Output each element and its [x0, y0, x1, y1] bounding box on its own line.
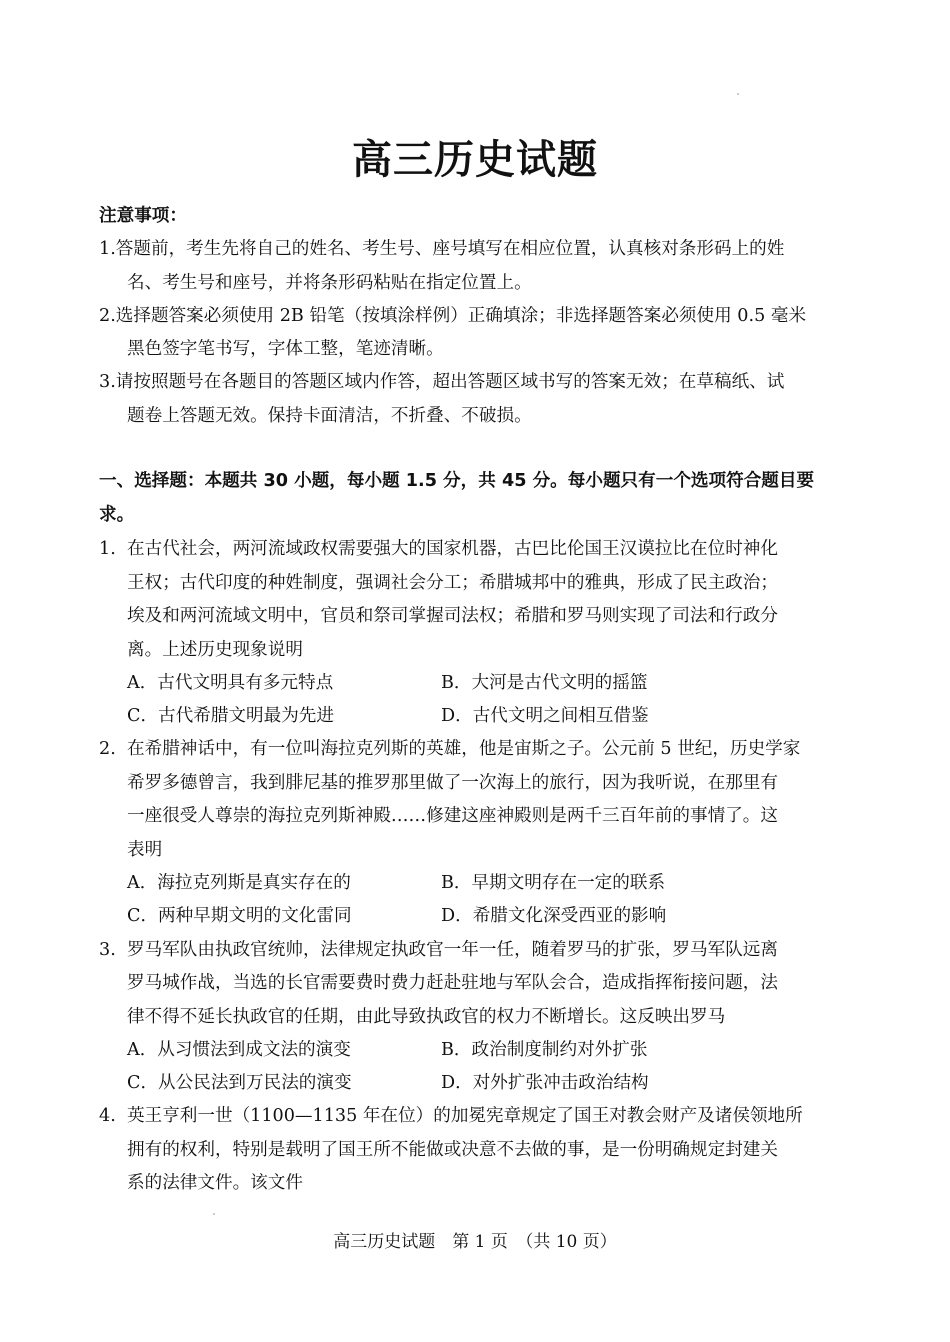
scan-speck	[213, 1213, 215, 1215]
option-d: D．希腊文化深受西亚的影响	[441, 906, 667, 926]
question-1-line-2: 王权；古代印度的种姓制度，强调社会分工；希腊城邦中的雅典，形成了民主政治；	[127, 573, 778, 593]
option-b: B．政治制度制约对外扩张	[441, 1040, 648, 1060]
section-heading-line-1: 一、选择题：本题共 30 小题，每小题 1.5 分，共 45 分。每小题只有一个选项符合题目要	[99, 471, 815, 491]
notice-item-3-line-1: 3.请按照题号在各题目的答题区域内作答，超出答题区域书写的答案无效；在草稿纸、试	[99, 372, 785, 392]
notice-item-2-line-2: 黑色签字笔书写，字体工整，笔迹清晰。	[127, 339, 444, 359]
section-heading-line-2: 求。	[99, 505, 135, 525]
option-b: B．早期文明存在一定的联系	[441, 873, 666, 893]
question-1-line-1: 在古代社会，两河流域政权需要强大的国家机器，古巴比伦国王汉谟拉比在位时神化	[127, 539, 778, 559]
question-1-line-3: 埃及和两河流域文明中，官员和祭司掌握司法权；希腊和罗马则实现了司法和行政分	[127, 606, 778, 626]
scan-speck	[737, 93, 739, 95]
notice-item-2-line-1: 2.选择题答案必须使用 2B 铅笔（按填涂样例）正确填涂；非选择题答案必须使用 0.5 毫米	[99, 306, 807, 326]
question-number: 1.	[99, 539, 116, 559]
option-a: A．从习惯法到成文法的演变	[127, 1040, 351, 1060]
question-2-line-3: 一座很受人尊崇的海拉克列斯神殿……修建这座神殿则是两千三百年前的事情了。这	[127, 806, 778, 826]
option-a: A．海拉克列斯是真实存在的	[127, 873, 351, 893]
question-4-line-2: 拥有的权利，特别是载明了国王所不能做或决意不去做的事，是一份明确规定封建关	[127, 1140, 778, 1160]
option-b: B．大河是古代文明的摇篮	[441, 673, 648, 693]
question-4-line-3: 系的法律文件。该文件	[127, 1173, 303, 1193]
option-d: D．古代文明之间相互借鉴	[441, 706, 649, 726]
option-c: C．从公民法到万民法的演变	[127, 1073, 352, 1093]
question-3-line-1: 罗马军队由执政官统帅，法律规定执政官一年一任，随着罗马的扩张，罗马军队远离	[127, 940, 778, 960]
notice-item-3-line-2: 题卷上答题无效。保持卡面清洁，不折叠、不破损。	[127, 406, 532, 426]
question-2-line-1: 在希腊神话中，有一位叫海拉克列斯的英雄，他是宙斯之子。公元前 5 世纪，历史学家	[127, 739, 801, 759]
question-2-line-2: 希罗多德曾言，我到腓尼基的推罗那里做了一次海上的旅行，因为我听说，在那里有	[127, 773, 778, 793]
question-4-line-1: 英王亨利一世（1100—1135 年在位）的加冕宪章规定了国王对教会财产及诸侯领地所	[127, 1106, 803, 1126]
option-c: C．两种早期文明的文化雷同	[127, 906, 352, 926]
question-3-line-2: 罗马城作战，当选的长官需要费时费力赶赴驻地与军队会合，造成指挥衔接问题，法	[127, 973, 778, 993]
question-number: 4.	[99, 1106, 116, 1126]
notice-item-1-line-2: 名、考生号和座号，并将条形码粘贴在指定位置上。	[127, 273, 532, 293]
question-2-line-4: 表明	[127, 840, 163, 860]
notice-heading: 注意事项：	[99, 206, 187, 226]
question-number: 2.	[99, 739, 116, 759]
page-title: 高三历史试题	[352, 136, 598, 183]
option-d: D．对外扩张冲击政治结构	[441, 1073, 649, 1093]
option-c: C．古代希腊文明最为先进	[127, 706, 334, 726]
page-footer: 高三历史试题 第 1 页 （共 10 页）	[333, 1232, 617, 1252]
question-3-line-3: 律不得不延长执政官的任期，由此导致执政官的权力不断增长。这反映出罗马	[127, 1007, 726, 1027]
option-a: A．古代文明具有多元特点	[127, 673, 334, 693]
notice-item-1-line-1: 1.答题前，考生先将自己的姓名、考生号、座号填写在相应位置，认真核对条形码上的姓	[99, 239, 785, 259]
question-1-line-4: 离。上述历史现象说明	[127, 640, 303, 660]
question-number: 3.	[99, 940, 116, 960]
